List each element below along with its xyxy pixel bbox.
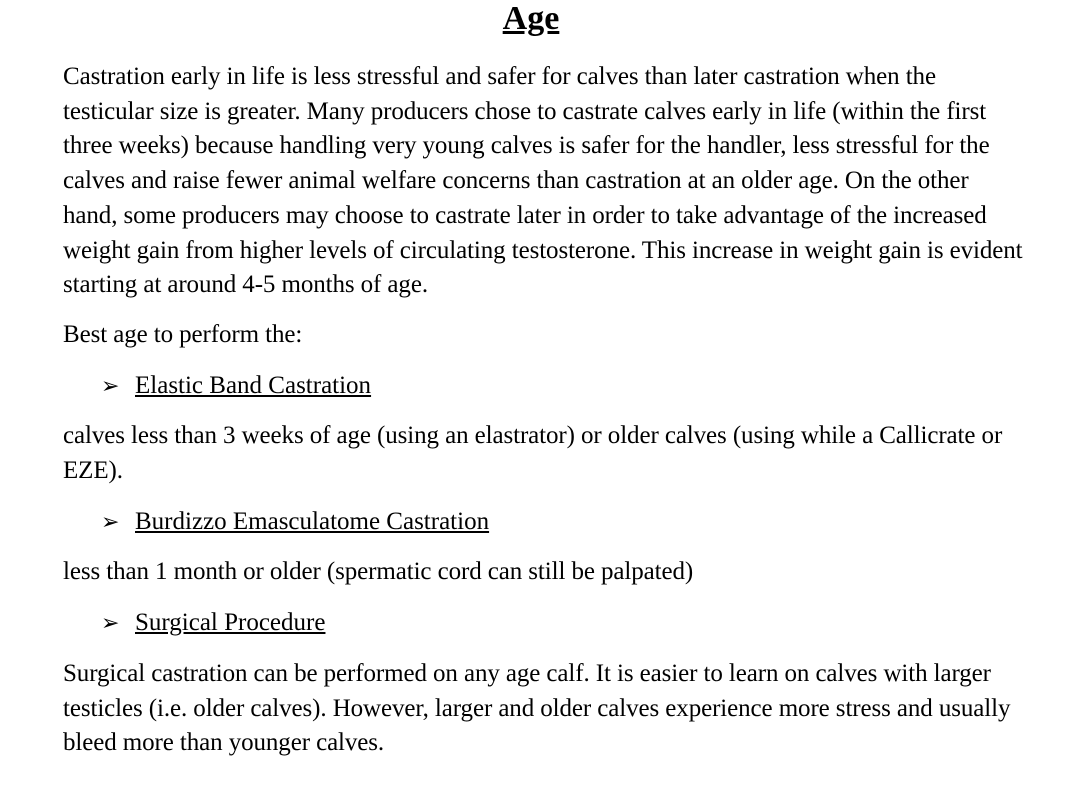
arrow-bullet-icon: ➢ bbox=[101, 508, 120, 534]
arrow-bullet-icon: ➢ bbox=[101, 610, 120, 636]
method-bullet-surgical bbox=[101, 606, 1023, 641]
document-page bbox=[63, 0, 1023, 761]
method-description: less than 1 month or older (spermatic cord can still be palpated) bbox=[63, 558, 694, 586]
intro-paragraph: Castration early in life is less stressful and safer for calves than later castration when the testicular size is greater. Many producers chose to castrate calves early in life (within the first three weeks) because handling very young calves is safer for the handler, less stressful for the calves and raise fewer animal welfare concerns than castration at an older age. On the other hand, some producers may choose to castrate later in order to take advantage of the increased weight gain from higher levels of circulating testosterone. This increase in weight gain is evident starting at around 4-5 months of age. bbox=[63, 63, 1023, 299]
method-bullet-burdizzo bbox=[101, 505, 1023, 540]
method-description: Surgical castration can be performed on any age calf. It is easier to learn on calves with larger testicles (i.e. older calves). However, larger and older calves experience more stress and usually bleed more than younger calves. bbox=[63, 659, 1011, 757]
method-description: calves less than 3 weeks of age (using an elastrator) or older calves (using while a Callicrate or EZE). bbox=[63, 422, 1003, 485]
best-age-lead: Best age to perform the: bbox=[63, 320, 303, 348]
method-heading: Burdizzo Emasculatome Castration bbox=[135, 507, 490, 535]
page-title: Age bbox=[502, 0, 560, 37]
arrow-bullet-icon: ➢ bbox=[101, 372, 120, 398]
method-heading: Surgical Procedure bbox=[135, 609, 326, 637]
method-heading: Elastic Band Castration bbox=[135, 371, 372, 399]
method-bullet-elastic-band bbox=[101, 369, 1023, 404]
